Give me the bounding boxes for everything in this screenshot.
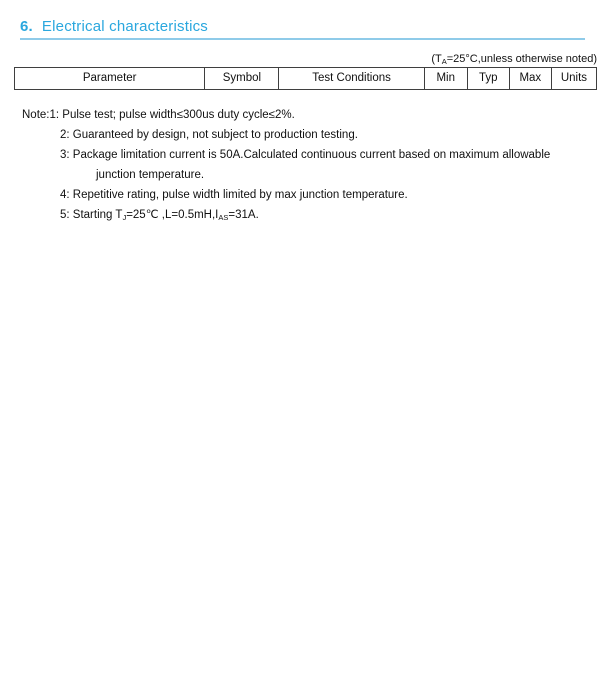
note-line: 4: Repetitive rating, pulse width limited by max junction temperature. [60, 188, 408, 201]
table-header [15, 68, 597, 90]
note-line: 3: Package limitation current is 50A.Calculated continuous current based on maximum allowable [60, 148, 551, 161]
note-line: 5: Starting $T_J=25℃$ $,L=0.5mH,I_{AS}=31A$. [60, 208, 259, 222]
header-symbol-cell: Symbol [205, 68, 279, 90]
note-line: junction temperature. [96, 168, 205, 181]
note-line: Note:1: Pulse test; pulse width≤300us duty cycle≤2%. [22, 108, 295, 121]
header-units-cell: Units [551, 68, 596, 90]
header-typ-cell: Typ [467, 68, 509, 90]
header-condition-cell: Test Conditions [279, 68, 424, 90]
section-number: 6. [20, 18, 33, 35]
section-title-text: Electrical characteristics [41, 18, 208, 35]
datasheet-page [0, 18, 610, 692]
section-heading [20, 18, 585, 40]
test-condition-note: ($T_A=25^\circ C,unless$ otherwise noted) [431, 53, 597, 66]
header-max-cell: Max [509, 68, 551, 90]
table-header-row [15, 68, 597, 90]
electrical-characteristics-table [14, 67, 597, 90]
header-param-cell: Parameter [15, 68, 205, 90]
notes-section [22, 105, 610, 225]
note-line: 2: Guaranteed by design, not subject to production testing. [60, 128, 358, 141]
header-min-cell: Min [424, 68, 467, 90]
